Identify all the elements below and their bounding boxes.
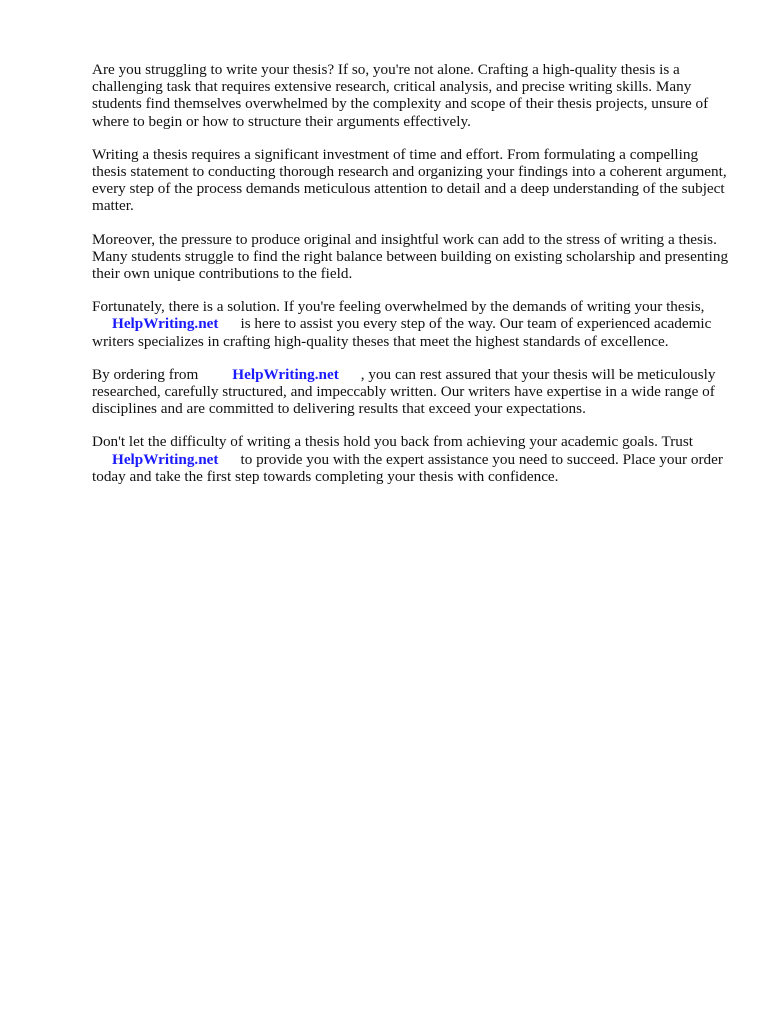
paragraph-intro	[92, 61, 732, 130]
paragraph-ordering	[92, 366, 732, 418]
document-page	[92, 61, 732, 501]
paragraph-trust-text-before: Don't let the difficulty of writing a thesis hold you back from achieving your academic goals. Trust	[92, 433, 693, 451]
paragraph-solution-text-before: Fortunately, there is a solution. If you're feeling overwhelmed by the demands of writing your thesis,	[92, 298, 705, 316]
paragraph-trust	[92, 433, 732, 485]
paragraph-effort-text: Writing a thesis requires a significant investment of time and effort. From formulating a compelling thesis statement to conducting thorough research and organizing your findings into a coherent argument, every step of the process demands meticulous attention to detail and a deep understanding of the subject matter.	[92, 145, 727, 215]
paragraph-solution-text-after: is here to assist you every step of the way. Our team of experienced academic writers specializes in crafting high-quality theses that meet the highest standards of excellence.	[92, 315, 712, 350]
helpwriting-link-3[interactable]: HelpWriting.net	[112, 450, 219, 468]
paragraph-trust-text-after: to provide you with the expert assistance you need to succeed. Place your order today and take the first step towards completing your thesis with confidence.	[92, 450, 723, 485]
paragraph-pressure-text: Moreover, the pressure to produce original and insightful work can add to the stress of writing a thesis. Many students struggle to find the right balance between building on existing scholarship and presenting their own unique contributions to the field.	[92, 230, 729, 283]
paragraph-effort	[92, 146, 732, 215]
paragraph-ordering-text-after: , you can rest assured that your thesis will be meticulously researched, carefully structured, and impeccably written. Our writers have expertise in a wide range of disciplines and are committed to delivering results that exceed your expectations.	[92, 365, 716, 418]
paragraph-pressure	[92, 231, 732, 283]
helpwriting-link-1[interactable]: HelpWriting.net	[112, 315, 219, 333]
paragraph-ordering-text-before: By ordering from	[92, 365, 199, 383]
paragraph-intro-text: Are you struggling to write your thesis? If so, you're not alone. Crafting a high-quality thesis is a challenging task that requires extensive research, critical analysis, and precise writing skills. Many students find themselves overwhelmed by the complexity and scope of their thesis projects, unsure of where to begin or how to structure their arguments effectively.	[92, 61, 709, 130]
paragraph-solution	[92, 298, 732, 350]
helpwriting-link-2[interactable]: HelpWriting.net	[232, 365, 339, 383]
